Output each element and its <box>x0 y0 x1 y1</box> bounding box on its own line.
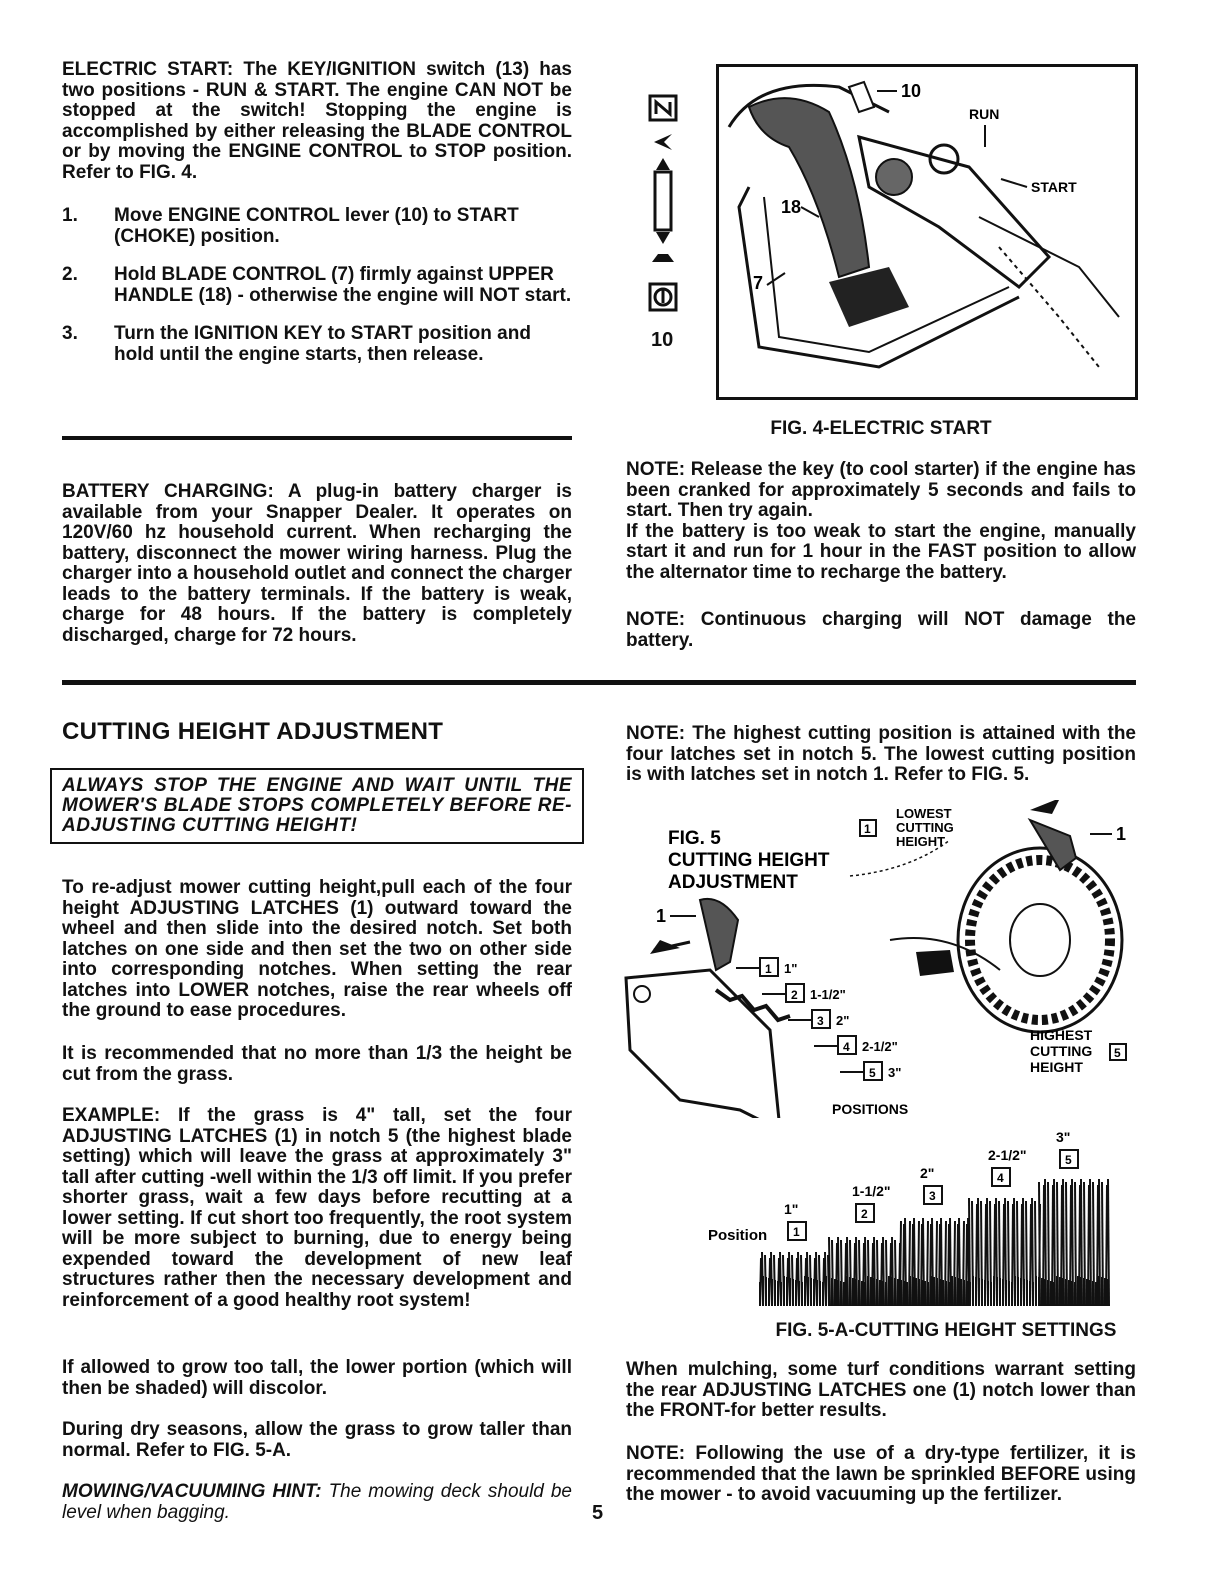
setting-number: 4 <box>997 1171 1004 1185</box>
svg-text:1: 1 <box>864 822 871 836</box>
position-height: 1-1/2" <box>810 987 846 1002</box>
step-item <box>62 206 572 247</box>
cannot-emphasis: CAN NOT <box>454 79 543 101</box>
setting-number: 5 <box>1065 1153 1072 1167</box>
cutting-height-heading: CUTTING HEIGHT ADJUSTMENT <box>62 718 444 745</box>
position-number: 5 <box>869 1066 876 1080</box>
setting-height: 1" <box>784 1201 799 1217</box>
cutting-para-5: During dry seasons, allow the grass to grow taller than normal. Refer to FIG. 5-A. <box>62 1419 572 1461</box>
step-number: 3. <box>62 323 78 344</box>
page-number: 5 <box>592 1502 604 1524</box>
cutting-para-4: If allowed to grow too tall, the lower portion (which will then be shaded) will discolor. <box>62 1357 572 1399</box>
step-text: Turn the IGNITION KEY to START position and hold until the engine starts, then release. <box>114 323 531 365</box>
setting-number: 2 <box>861 1207 868 1221</box>
note-release-key: NOTE: Release the key (to cool starter) if the engine has been cranked for approximately 5 seconds and fails to start. Then try again. If the battery is too weak to start the engine, manually start it and run for 1 hour in the FAST position to allow the alternator time to recharge the battery. <box>626 459 1136 583</box>
step-item <box>62 265 572 306</box>
electric-start-lead: ELECTRIC START: <box>62 59 234 80</box>
electric-start-section: ELECTRIC START: The KEY/IGNITION switch (13) has two positions - RUN & START. The engine CAN NOT be stopped at the switch! Stopping the engine is accomplished by either releasing the BLADE CONTROL or by moving the ENGINE CONTROL to STOP position. Refer to FIG. 4. <box>62 59 572 183</box>
divider <box>62 436 572 440</box>
position-height: 3" <box>888 1065 902 1080</box>
step-item <box>62 324 572 365</box>
svg-text:LOWEST: LOWEST <box>896 806 952 821</box>
fig4-callout-18: 18 <box>781 197 802 217</box>
svg-text:CUTTING: CUTTING <box>896 820 954 835</box>
position-height: 1" <box>784 961 798 976</box>
battery-lead: BATTERY CHARGING: <box>62 481 274 502</box>
position-number: 4 <box>843 1040 850 1054</box>
fig4-control-panel <box>646 90 680 360</box>
position-height: 2" <box>836 1013 850 1028</box>
fertilizer-note: NOTE: Following the use of a dry-type fertilizer, it is recommended that the lawn be sprinkled BEFORE using the mower - to avoid vacuuming up the fertilizer. <box>626 1443 1136 1505</box>
svg-text:CUTTING: CUTTING <box>1030 1043 1093 1059</box>
fig5-callout-1-left: 1 <box>656 906 667 926</box>
setting-number: 3 <box>929 1189 936 1203</box>
fig5-title-1: FIG. 5 <box>668 828 721 849</box>
fig4-callout-run: RUN <box>969 106 1000 122</box>
fig5a-illustration <box>700 1116 1130 1316</box>
fig5a-position-word: Position <box>708 1227 768 1244</box>
electric-start-steps <box>62 206 572 383</box>
mulching-note: When mulching, some turf conditions warrant setting the rear ADJUSTING LATCHES one (1) notch lower than the FRONT-for better results. <box>626 1359 1136 1421</box>
svg-text:HEIGHT: HEIGHT <box>1030 1059 1083 1075</box>
battery-charging-section: BATTERY CHARGING: A plug-in battery charger is available from your Snapper Dealer. It operates on 120V/60 hz household current. When recharging the battery, disconnect the mower wiring harness. Plug the charger into a household outlet and connect the charger leads to the battery terminals. If the battery is weak, charge for 48 hours. If the battery is completely discharged, charge for 72 hours. <box>62 481 573 646</box>
cutting-example: EXAMPLE: If the grass is 4" tall, set the four ADJUSTING LATCHES (1) in notch 5 (the highest blade setting) which will leave the grass at approximately 3" tall after cutting -well within the 1/3 off limit. If you prefer shorter grass, wait a few days before recutting at a lower setting. If cut short too frequently, the root system will be more subject to burning, due to energy being expended toward the development of new leaf structures rather then the necessary development and reinforcement of a good healthy root system! <box>62 1105 572 1311</box>
fig5a-caption: FIG. 5-A-CUTTING HEIGHT SETTINGS <box>775 1320 1117 1341</box>
cutting-para-2: It is recommended that no more than 1/3 the height be cut from the grass. <box>62 1043 572 1085</box>
fig4-callout-7: 7 <box>753 273 764 293</box>
position-number: 2 <box>791 988 798 1002</box>
step-text: Hold BLADE CONTROL (7) firmly against UPPER HANDLE (18) - otherwise the engine will NOT start. <box>114 264 572 306</box>
fig5-callout-1-right: 1 <box>1116 824 1127 844</box>
section-divider <box>62 680 1136 685</box>
step-text: Move ENGINE CONTROL lever (10) to START (CHOKE) position. <box>114 205 519 247</box>
fig4-control-label: 10 <box>651 329 674 351</box>
position-number: 3 <box>817 1014 824 1028</box>
svg-text:HEIGHT: HEIGHT <box>896 834 946 849</box>
fig4-callout-10: 10 <box>901 81 922 101</box>
fig4-illustration <box>716 64 1138 400</box>
step-number: 1. <box>62 205 78 226</box>
cutting-para-1: To re-adjust mower cutting height,pull each of the four height ADJUSTING LATCHES (1) outward toward the wheel and then slide into the desired notch. Set both latches on one side and then set the two on other side into corresponding notches. When setting the rear latches into LOWER notches, raise the rear wheels off the ground to ease procedures. <box>62 877 572 1021</box>
setting-height: 2-1/2" <box>988 1147 1027 1163</box>
mowing-hint: MOWING/VACUUMING HINT: The mowing deck should be level when bagging. <box>62 1481 572 1523</box>
fig5-title-3: ADJUSTMENT <box>668 872 798 893</box>
fig5-positions-label: POSITIONS <box>832 1101 909 1117</box>
position-number: 1 <box>765 962 772 976</box>
fig4-caption: FIG. 4-ELECTRIC START <box>770 418 992 439</box>
setting-height: 3" <box>1056 1129 1071 1145</box>
position-height: 2-1/2" <box>862 1039 898 1054</box>
fig4-callout-start: START <box>1031 179 1077 195</box>
fig5-illustration <box>620 800 1140 1118</box>
steps-list <box>62 206 572 365</box>
setting-height: 1-1/2" <box>852 1183 891 1199</box>
setting-number: 1 <box>793 1225 800 1239</box>
setting-height: 2" <box>920 1165 935 1181</box>
note-highest-position: NOTE: The highest cutting position is attained with the four latches set in notch 5. The lowest cutting position is with latches set in notch 1. Refer to FIG. 5. <box>626 723 1136 785</box>
step-number: 2. <box>62 264 78 285</box>
svg-text:5: 5 <box>1114 1046 1121 1060</box>
warning-box: ALWAYS STOP THE ENGINE AND WAIT UNTIL THE MOWER'S BLADE STOPS COMPLETELY BEFORE RE-ADJUSTING CUTTING HEIGHT! <box>50 768 584 844</box>
fig5a-settings <box>784 1129 1078 1240</box>
svg-text:HIGHEST: HIGHEST <box>1030 1027 1093 1043</box>
note-continuous-charging: NOTE: Continuous charging will NOT damage the battery. <box>626 609 1136 651</box>
fig5-title-2: CUTTING HEIGHT <box>668 850 830 871</box>
